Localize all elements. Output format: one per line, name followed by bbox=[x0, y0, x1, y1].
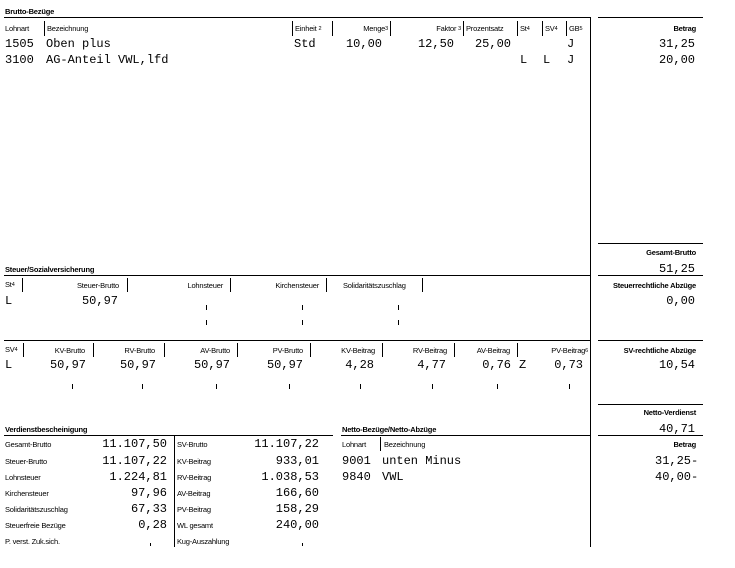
verdienst-label: Solidaritätszuschlag bbox=[5, 505, 68, 514]
column-divider bbox=[174, 435, 175, 547]
header-prozentsatz: Prozentsatz bbox=[466, 24, 504, 33]
sv-value-av-beitrag: 0,76 bbox=[482, 358, 511, 372]
empty-cell-mark bbox=[569, 384, 570, 389]
brutto-row-gb: J bbox=[567, 53, 575, 67]
header-separator bbox=[127, 278, 128, 292]
header-separator bbox=[390, 21, 391, 36]
sv-header-pv-brutto: PV-Brutto bbox=[272, 346, 303, 355]
header-separator bbox=[164, 343, 165, 357]
divider bbox=[341, 435, 590, 436]
brutto-row-menge: 10,00 bbox=[345, 37, 382, 51]
brutto-section-title: Brutto-Bezüge bbox=[5, 7, 55, 16]
verdienst-value: 11.107,50 bbox=[102, 437, 167, 451]
header-separator bbox=[566, 21, 567, 36]
sv-header-kv-beitrag: KV-Beitrag bbox=[341, 346, 375, 355]
netto-header-lohnart: Lohnart bbox=[342, 440, 367, 449]
verdienst-label: RV-Beitrag bbox=[177, 473, 212, 482]
netto-row-lohnart: 9001 bbox=[342, 454, 371, 468]
verdienst-value: 67,33 bbox=[130, 502, 167, 516]
verdienst-label: Steuerfreie Bezüge bbox=[5, 521, 66, 530]
brutto-row-faktor: 12,50 bbox=[417, 37, 454, 51]
verdienst-label: KV-Beitrag bbox=[177, 457, 211, 466]
brutto-row-lohnart: 3100 bbox=[5, 53, 34, 67]
sv-value-pv-flag: Z bbox=[519, 358, 527, 372]
empty-cell-mark bbox=[432, 384, 433, 389]
sv-value-pv-brutto: 50,97 bbox=[266, 358, 303, 372]
brutto-row-einheit: Std bbox=[294, 37, 316, 51]
sv-value-rv-brutto: 50,97 bbox=[119, 358, 156, 372]
header-separator bbox=[422, 278, 423, 292]
netto-bezuege-section-title: Netto-Bezüge/Netto-Abzüge bbox=[342, 425, 437, 434]
divider bbox=[598, 243, 703, 244]
verdienst-value: 166,60 bbox=[275, 486, 319, 500]
divider bbox=[598, 404, 703, 405]
brutto-row-gb: J bbox=[567, 37, 575, 51]
sv-value-av-brutto: 50,97 bbox=[193, 358, 230, 372]
empty-cell-mark bbox=[206, 305, 207, 310]
empty-cell-mark bbox=[302, 305, 303, 310]
divider bbox=[598, 340, 703, 341]
header-separator bbox=[332, 21, 333, 36]
steuer-st-value: L bbox=[5, 294, 13, 308]
netto-header-betrag: Betrag bbox=[673, 440, 696, 449]
brutto-row-betrag: 20,00 bbox=[658, 53, 695, 67]
header-separator bbox=[463, 21, 464, 36]
steuer-header-soli: Solidaritätszuschlag bbox=[343, 281, 406, 290]
verdienst-label: AV-Beitrag bbox=[177, 489, 211, 498]
verdienst-label: P. verst. Zuk.sich. bbox=[5, 537, 60, 546]
verdienst-value: 933,01 bbox=[275, 454, 319, 468]
brutto-row-lohnart: 1505 bbox=[5, 37, 34, 51]
divider bbox=[4, 340, 590, 341]
verdienst-value: 0,28 bbox=[138, 518, 167, 532]
verdienst-label: Kug-Auszahlung bbox=[177, 537, 230, 546]
sv-header-rv-brutto: RV-Brutto bbox=[124, 346, 155, 355]
empty-cell-mark bbox=[360, 384, 361, 389]
netto-verdienst-value: 40,71 bbox=[658, 422, 695, 436]
divider bbox=[4, 435, 333, 436]
header-separator bbox=[237, 343, 238, 357]
header-sv: $SV^4$ bbox=[545, 24, 558, 33]
header-separator bbox=[517, 21, 518, 36]
verdienst-label: PV-Beitrag bbox=[177, 505, 211, 514]
header-separator bbox=[326, 278, 327, 292]
steuerrechtliche-value: 0,00 bbox=[666, 294, 695, 308]
sv-value-pv-beitrag: 0,73 bbox=[554, 358, 583, 372]
header-st: St$^4$ bbox=[520, 24, 530, 33]
brutto-row-sv: L bbox=[543, 53, 551, 67]
verdienst-value: 240,00 bbox=[275, 518, 319, 532]
header-separator bbox=[542, 21, 543, 36]
column-divider bbox=[590, 17, 591, 547]
header-separator bbox=[44, 21, 45, 36]
verdienst-value: 1.038,53 bbox=[261, 470, 319, 484]
divider bbox=[4, 275, 590, 276]
gesamt-brutto-label: Gesamt-Brutto bbox=[646, 248, 696, 257]
empty-cell-mark bbox=[398, 305, 399, 310]
header-separator bbox=[292, 21, 293, 36]
empty-cell-mark bbox=[398, 320, 399, 325]
empty-cell-mark bbox=[206, 320, 207, 325]
gesamt-brutto-value: 51,25 bbox=[658, 262, 695, 276]
empty-cell-mark bbox=[302, 320, 303, 325]
sv-rechtliche-value: 10,54 bbox=[658, 358, 695, 372]
header-separator bbox=[310, 343, 311, 357]
verdienst-label: SV-Brutto bbox=[177, 440, 208, 449]
header-separator bbox=[454, 343, 455, 357]
verdienst-section-title: Verdienstbescheinigung bbox=[5, 425, 88, 434]
sv-header-av-beitrag: AV-Beitrag bbox=[476, 346, 510, 355]
header-separator bbox=[382, 343, 383, 357]
verdienst-label: WL gesamt bbox=[177, 521, 213, 530]
netto-row-bezeichnung: VWL bbox=[382, 470, 404, 484]
steuer-header-st: St$^4$ bbox=[5, 280, 15, 289]
steuer-section-title: Steuer/Sozialversicherung bbox=[5, 265, 95, 274]
header-faktor: Faktor $^3$ bbox=[436, 24, 461, 33]
verdienst-value: 158,29 bbox=[275, 502, 319, 516]
divider bbox=[598, 275, 703, 276]
verdienst-value: 11.107,22 bbox=[102, 454, 167, 468]
verdienst-label: Lohnsteuer bbox=[5, 473, 41, 482]
netto-row-bezeichnung: unten Minus bbox=[382, 454, 462, 468]
netto-verdienst-label: Netto-Verdienst bbox=[643, 408, 696, 417]
steuer-header-steuer-brutto: Steuer-Brutto bbox=[76, 281, 119, 290]
netto-header-bezeichnung: Bezeichnung bbox=[384, 440, 426, 449]
header-separator bbox=[22, 278, 23, 292]
header-bezeichnung: Bezeichnung bbox=[47, 24, 89, 33]
sv-header-rv-beitrag: RV-Beitrag bbox=[412, 346, 447, 355]
netto-row-betrag: 31,25- bbox=[655, 454, 699, 468]
steuer-header-kirchensteuer: Kirchensteuer bbox=[275, 281, 319, 290]
verdienst-value: 1.224,81 bbox=[109, 470, 167, 484]
sv-header-sv: $SV^4$ bbox=[5, 345, 18, 354]
sv-value-rv-beitrag: 4,77 bbox=[417, 358, 446, 372]
steuer-brutto-value: 50,97 bbox=[81, 294, 118, 308]
verdienst-value: 97,96 bbox=[130, 486, 167, 500]
divider bbox=[4, 17, 590, 18]
header-separator bbox=[517, 343, 518, 357]
header-einheit: Einheit $^2$ bbox=[295, 24, 322, 33]
empty-cell-mark bbox=[72, 384, 73, 389]
header-betrag: Betrag bbox=[673, 24, 696, 33]
sv-header-kv-brutto: KV-Brutto bbox=[54, 346, 85, 355]
verdienst-label: Gesamt-Brutto bbox=[5, 440, 52, 449]
empty-cell-mark bbox=[142, 384, 143, 389]
verdienst-label: Steuer-Brutto bbox=[5, 457, 48, 466]
sv-value-sv: L bbox=[5, 358, 13, 372]
header-separator bbox=[230, 278, 231, 292]
divider bbox=[598, 435, 703, 436]
verdienst-value: 11.107,22 bbox=[254, 437, 319, 451]
header-separator bbox=[380, 437, 381, 451]
header-menge: Menge$^3$ bbox=[363, 24, 388, 33]
empty-cell-mark bbox=[289, 384, 290, 389]
steuerrechtliche-label: Steuerrechtliche Abzüge bbox=[612, 281, 696, 290]
sv-header-pv-beitrag: PV-Beitrag$^6$ bbox=[551, 346, 588, 355]
netto-row-betrag: 40,00- bbox=[655, 470, 699, 484]
sv-rechtliche-label: SV-rechtliche Abzüge bbox=[623, 346, 696, 355]
empty-cell-mark bbox=[150, 543, 151, 546]
brutto-row-prozentsatz: 25,00 bbox=[474, 37, 511, 51]
brutto-row-betrag: 31,25 bbox=[658, 37, 695, 51]
verdienst-label: Kirchensteuer bbox=[5, 489, 49, 498]
header-gb: $GB^5$ bbox=[569, 24, 583, 33]
sv-header-av-brutto: AV-Brutto bbox=[200, 346, 230, 355]
sv-value-kv-beitrag: 4,28 bbox=[345, 358, 374, 372]
brutto-row-bezeichnung: Oben plus bbox=[46, 37, 111, 51]
header-separator bbox=[93, 343, 94, 357]
divider bbox=[598, 17, 703, 18]
brutto-row-bezeichnung: AG-Anteil VWL,lfd bbox=[46, 53, 169, 67]
brutto-row-st: L bbox=[520, 53, 528, 67]
header-lohnart: Lohnart bbox=[5, 24, 30, 33]
empty-cell-mark bbox=[302, 543, 303, 546]
steuer-header-lohnsteuer: Lohnsteuer bbox=[187, 281, 223, 290]
empty-cell-mark bbox=[216, 384, 217, 389]
netto-row-lohnart: 9840 bbox=[342, 470, 371, 484]
empty-cell-mark bbox=[497, 384, 498, 389]
header-separator bbox=[23, 343, 24, 357]
sv-value-kv-brutto: 50,97 bbox=[49, 358, 86, 372]
